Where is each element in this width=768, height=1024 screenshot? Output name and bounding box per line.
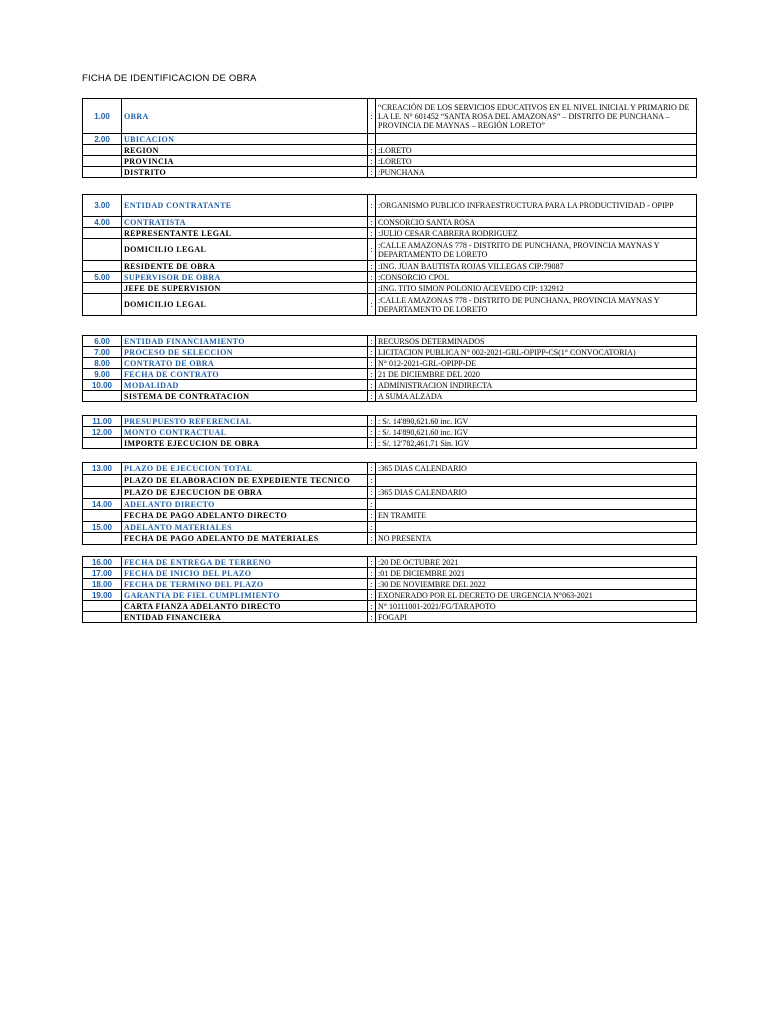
field-value: RECURSOS DETERMINADOS bbox=[376, 336, 697, 347]
item-number bbox=[83, 487, 122, 499]
field-label: FECHA DE INICIO DEL PLAZO bbox=[122, 568, 368, 579]
item-number: 5.00 bbox=[83, 272, 122, 283]
form-row bbox=[83, 612, 697, 623]
form-row bbox=[83, 134, 697, 145]
colon-separator: : bbox=[368, 228, 376, 239]
form-row bbox=[83, 272, 697, 283]
field-value: :ING. TITO SIMON POLONIO ACEVEDO CIP: 132912 bbox=[376, 283, 697, 294]
colon-separator: : bbox=[368, 294, 376, 316]
field-value: :ING. JUAN BAUTISTA ROJAS VILLEGAS CIP:79087 bbox=[376, 261, 697, 272]
form-row bbox=[83, 347, 697, 358]
form-row bbox=[83, 391, 697, 402]
field-label: OBRA bbox=[122, 99, 368, 134]
colon-separator: : bbox=[368, 336, 376, 347]
field-value bbox=[376, 499, 697, 510]
field-value: “CREACIÓN DE LOS SERVICIOS EDUCATIVOS EN EL NIVEL INICIAL Y PRIMARIO DE LA I.E. N° 601452 “SANTA ROSA DEL AMAZONAS” – DISTRITO DE PUNCHANA – PROVINCIA DE MAYNAS – REGIÓN LORETO” bbox=[376, 99, 697, 134]
item-number bbox=[83, 261, 122, 272]
form-row bbox=[83, 294, 697, 316]
colon-separator: : bbox=[368, 499, 376, 510]
field-value: :PUNCHANA bbox=[376, 167, 697, 178]
field-label: MONTO CONTRACTUAL bbox=[122, 427, 368, 438]
field-value: NO PRESENTA bbox=[376, 533, 697, 545]
colon-separator: : bbox=[368, 463, 376, 475]
field-label: CARTA FIANZA ADELANTO DIRECTO bbox=[122, 601, 368, 612]
field-label: RESIDENTE DE OBRA bbox=[122, 261, 368, 272]
field-label: FECHA DE TERMINO DEL PLAZO bbox=[122, 579, 368, 590]
form-row bbox=[83, 499, 697, 510]
form-row bbox=[83, 145, 697, 156]
item-number bbox=[83, 438, 122, 449]
colon-separator: : bbox=[368, 438, 376, 449]
colon-separator: : bbox=[368, 167, 376, 178]
field-label: PLAZO DE ELABORACION DE EXPEDIENTE TECNICO bbox=[122, 475, 368, 487]
item-number: 13.00 bbox=[83, 463, 122, 475]
colon-separator: : bbox=[368, 195, 376, 217]
item-number: 8.00 bbox=[83, 358, 122, 369]
field-value: A SUMA ALZADA bbox=[376, 391, 697, 402]
item-number: 18.00 bbox=[83, 579, 122, 590]
colon-separator: : bbox=[368, 347, 376, 358]
colon-separator: : bbox=[368, 557, 376, 568]
field-label: ENTIDAD CONTRATANTE bbox=[122, 195, 368, 217]
field-label: REPRESENTANTE LEGAL bbox=[122, 228, 368, 239]
field-label: FECHA DE PAGO ADELANTO DE MATERIALES bbox=[122, 533, 368, 545]
field-label: MODALIDAD bbox=[122, 380, 368, 391]
item-number bbox=[83, 156, 122, 167]
form-row bbox=[83, 380, 697, 391]
field-label: ENTIDAD FINANCIERA bbox=[122, 612, 368, 623]
field-label: UBICACION bbox=[122, 134, 368, 145]
field-value: EN TRAMITE bbox=[376, 510, 697, 522]
field-label: REGION bbox=[122, 145, 368, 156]
item-number: 3.00 bbox=[83, 195, 122, 217]
form-row bbox=[83, 463, 697, 475]
form-row bbox=[83, 261, 697, 272]
field-label: FECHA DE CONTRATO bbox=[122, 369, 368, 380]
colon-separator: : bbox=[368, 99, 376, 134]
item-number: 15.00 bbox=[83, 522, 122, 533]
item-number: 10.00 bbox=[83, 380, 122, 391]
colon-separator: : bbox=[368, 427, 376, 438]
field-label: JEFE DE SUPERVISION bbox=[122, 283, 368, 294]
form-row bbox=[83, 156, 697, 167]
colon-separator: : bbox=[368, 261, 376, 272]
field-label: SISTEMA DE CONTRATACION bbox=[122, 391, 368, 402]
colon-separator: : bbox=[368, 510, 376, 522]
field-value: ADMINISTRACION INDIRECTA bbox=[376, 380, 697, 391]
field-label: PLAZO DE EJECUCION TOTAL bbox=[122, 463, 368, 475]
form-row bbox=[83, 438, 697, 449]
item-number: 17.00 bbox=[83, 568, 122, 579]
item-number bbox=[83, 601, 122, 612]
field-value: :20 DE OCTUBRE 2021 bbox=[376, 557, 697, 568]
field-value: : S/. 12'782,461.71 Sin. IGV bbox=[376, 438, 697, 449]
form-row bbox=[83, 601, 697, 612]
form-section-5 bbox=[82, 462, 697, 545]
form-row bbox=[83, 195, 697, 217]
field-value bbox=[376, 475, 697, 487]
form-row bbox=[83, 579, 697, 590]
colon-separator: : bbox=[368, 358, 376, 369]
form-row bbox=[83, 427, 697, 438]
item-number bbox=[83, 283, 122, 294]
field-value: :30 DE NOVIEMBRE DEL 2022 bbox=[376, 579, 697, 590]
field-label: CONTRATISTA bbox=[122, 217, 368, 228]
field-label: SUPERVISOR DE OBRA bbox=[122, 272, 368, 283]
item-number bbox=[83, 475, 122, 487]
field-label: PROCESO DE SELECCION bbox=[122, 347, 368, 358]
field-label: FECHA DE PAGO ADELANTO DIRECTO bbox=[122, 510, 368, 522]
field-value: 21 DE DICIEMBRE DEL 2020 bbox=[376, 369, 697, 380]
form-row bbox=[83, 510, 697, 522]
field-value bbox=[376, 134, 697, 145]
field-value: :CALLE AMAZONAS 778 - DISTRITO DE PUNCHANA, PROVINCIA MAYNAS Y DEPARTAMENTO DE LORETO bbox=[376, 239, 697, 261]
colon-separator: : bbox=[368, 156, 376, 167]
item-number bbox=[83, 167, 122, 178]
form-row bbox=[83, 217, 697, 228]
field-label: ENTIDAD FINANCIAMIENTO bbox=[122, 336, 368, 347]
item-number bbox=[83, 612, 122, 623]
field-value: :JULIO CESAR CABRERA RODRIGUEZ bbox=[376, 228, 697, 239]
colon-separator: : bbox=[368, 487, 376, 499]
colon-separator: : bbox=[368, 579, 376, 590]
form-row bbox=[83, 358, 697, 369]
form-section-1 bbox=[82, 98, 697, 178]
field-value: EXONERADO POR EL DECRETO DE URGENCIA N°063-2021 bbox=[376, 590, 697, 601]
item-number: 1.00 bbox=[83, 99, 122, 134]
field-value: :365 DIAS CALENDARIO bbox=[376, 463, 697, 475]
colon-separator: : bbox=[368, 590, 376, 601]
item-number bbox=[83, 228, 122, 239]
item-number: 6.00 bbox=[83, 336, 122, 347]
colon-separator: : bbox=[368, 217, 376, 228]
form-row bbox=[83, 416, 697, 427]
field-value: :CONSORCIO CPOL bbox=[376, 272, 697, 283]
field-label: IMPORTE EJECUCION DE OBRA bbox=[122, 438, 368, 449]
colon-separator: : bbox=[368, 391, 376, 402]
colon-separator: : bbox=[368, 272, 376, 283]
item-number bbox=[83, 533, 122, 545]
field-value: FOGAPI bbox=[376, 612, 697, 623]
field-label: PRESUPUESTO REFERENCIAL bbox=[122, 416, 368, 427]
form-row bbox=[83, 283, 697, 294]
form-row bbox=[83, 336, 697, 347]
field-value: :ORGANISMO PUBLICO INFRAESTRUCTURA PARA LA PRODUCTIVIDAD - OPIPP bbox=[376, 195, 697, 217]
field-value: : S/. 14'890,621.60 inc. IGV bbox=[376, 427, 697, 438]
item-number bbox=[83, 239, 122, 261]
field-value: LICITACION PUBLICA N° 002-2021-GRL-OPIPP-CS(1° CONVOCATORIA) bbox=[376, 347, 697, 358]
item-number: 2.00 bbox=[83, 134, 122, 145]
field-label: PROVINCIA bbox=[122, 156, 368, 167]
form-row bbox=[83, 557, 697, 568]
field-label: FECHA DE ENTREGA DE TERRENO bbox=[122, 557, 368, 568]
item-number: 4.00 bbox=[83, 217, 122, 228]
field-value: N° 012-2021-GRL-OPIPP-DE bbox=[376, 358, 697, 369]
item-number bbox=[83, 391, 122, 402]
field-label: CONTRATO DE OBRA bbox=[122, 358, 368, 369]
form-row bbox=[83, 475, 697, 487]
colon-separator: : bbox=[368, 416, 376, 427]
page-title: FICHA DE IDENTIFICACION DE OBRA bbox=[82, 73, 257, 84]
form-row bbox=[83, 533, 697, 545]
item-number bbox=[83, 510, 122, 522]
field-label: DISTRITO bbox=[122, 167, 368, 178]
item-number bbox=[83, 294, 122, 316]
item-number: 9.00 bbox=[83, 369, 122, 380]
form-row bbox=[83, 167, 697, 178]
item-number: 7.00 bbox=[83, 347, 122, 358]
item-number: 12.00 bbox=[83, 427, 122, 438]
item-number: 14.00 bbox=[83, 499, 122, 510]
colon-separator: : bbox=[368, 239, 376, 261]
form-row bbox=[83, 99, 697, 134]
form-section-2 bbox=[82, 194, 697, 316]
form-row bbox=[83, 522, 697, 533]
item-number: 16.00 bbox=[83, 557, 122, 568]
colon-separator: : bbox=[368, 475, 376, 487]
colon-separator: : bbox=[368, 145, 376, 156]
field-value: :CALLE AMAZONAS 778 - DISTRITO DE PUNCHANA, PROVINCIA MAYNAS Y DEPARTAMENTO DE LORETO bbox=[376, 294, 697, 316]
item-number bbox=[83, 145, 122, 156]
form-row bbox=[83, 487, 697, 499]
form-section-4 bbox=[82, 415, 697, 449]
colon-separator bbox=[368, 283, 376, 294]
colon-separator: : bbox=[368, 612, 376, 623]
field-label: ADELANTO DIRECTO bbox=[122, 499, 368, 510]
colon-separator bbox=[368, 134, 376, 145]
field-value: CONSORCIO SANTA ROSA bbox=[376, 217, 697, 228]
field-value bbox=[376, 522, 697, 533]
field-value: : S/. 14'890,621.60 inc. IGV bbox=[376, 416, 697, 427]
field-label: GARANTIA DE FIEL CUMPLIMIENTO bbox=[122, 590, 368, 601]
form-row bbox=[83, 228, 697, 239]
item-number: 19.00 bbox=[83, 590, 122, 601]
form-row bbox=[83, 239, 697, 261]
field-value: :LORETO bbox=[376, 145, 697, 156]
field-value: :LORETO bbox=[376, 156, 697, 167]
form-section-6 bbox=[82, 556, 697, 623]
colon-separator: : bbox=[368, 380, 376, 391]
field-value: :01 DE DICIEMBRE 2021 bbox=[376, 568, 697, 579]
field-value: :365 DIAS CALENDARIO bbox=[376, 487, 697, 499]
field-label: DOMICILIO LEGAL bbox=[122, 294, 368, 316]
colon-separator: : bbox=[368, 601, 376, 612]
form-section-3 bbox=[82, 335, 697, 402]
item-number: 11.00 bbox=[83, 416, 122, 427]
colon-separator: : bbox=[368, 568, 376, 579]
field-label: ADELANTO MATERIALES bbox=[122, 522, 368, 533]
field-value: N° 10111001-2021/FG/TARAPOTO bbox=[376, 601, 697, 612]
field-label: PLAZO DE EJECUCION DE OBRA bbox=[122, 487, 368, 499]
field-label: DOMICILIO LEGAL bbox=[122, 239, 368, 261]
colon-separator: : bbox=[368, 522, 376, 533]
colon-separator: : bbox=[368, 533, 376, 545]
form-row bbox=[83, 369, 697, 380]
form-row bbox=[83, 568, 697, 579]
form-row bbox=[83, 590, 697, 601]
colon-separator: : bbox=[368, 369, 376, 380]
